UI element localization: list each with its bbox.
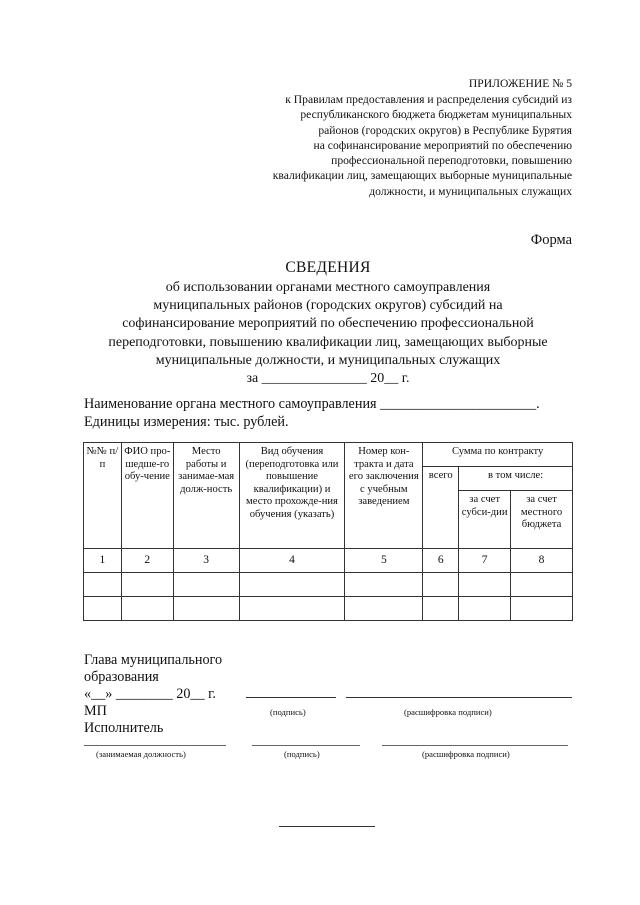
table-cell[interactable]	[239, 573, 345, 597]
head-decoding-label: (расшифровка подписи)	[404, 707, 492, 717]
header-training: Вид обучения (переподготовка или повышение квалификации) и место прохожде-ния обучения (указать)	[239, 443, 345, 549]
column-number: 7	[459, 549, 511, 573]
appendix-line: районов (городских округов) в Республике Бурятия	[318, 123, 572, 137]
stamp-label: МП	[84, 703, 107, 719]
form-label: Форма	[530, 232, 572, 248]
header-contract: Номер кон-тракта и дата его заключения с учебным заведением	[345, 443, 423, 549]
executor-decoding-line[interactable]	[382, 745, 568, 746]
subtitle-line: софинансирование мероприятий по обеспечению профессиональной	[122, 316, 534, 332]
header-num: №№ п/п	[84, 443, 122, 549]
subtitle-line: за _______________ 20__ г.	[246, 371, 410, 387]
table-cell[interactable]	[173, 597, 239, 621]
column-number: 3	[173, 549, 239, 573]
table-cell[interactable]	[173, 573, 239, 597]
table-cell[interactable]	[511, 573, 573, 597]
column-number: 1	[84, 549, 122, 573]
executor-decoding-label: (расшифровка подписи)	[422, 749, 510, 759]
appendix-line: профессиональной переподготовки, повышению	[331, 154, 572, 168]
appendix-line: к Правилам предоставления и распределения субсидий из	[285, 93, 572, 106]
table-row	[84, 597, 573, 621]
executor-position-label: (занимаемая должность)	[96, 749, 186, 759]
column-numbers-row	[84, 549, 573, 573]
document-title: СВЕДЕНИЯ	[285, 259, 371, 276]
subtitle-line: об использовании органами местного самоуправления	[165, 280, 491, 295]
executor-signature-line[interactable]	[252, 745, 360, 746]
subtitle-line: переподготовки, повышению квалификации лиц, замещающих выборные	[108, 334, 548, 350]
head-title-line1: Глава муниципального	[84, 652, 223, 668]
end-divider	[279, 826, 375, 827]
table-cell[interactable]	[511, 597, 573, 621]
table-cell[interactable]	[121, 573, 173, 597]
table-cell[interactable]	[345, 573, 423, 597]
appendix-line: квалификации лиц, замещающих выборные муниципальные	[272, 169, 572, 183]
head-signature-line[interactable]	[246, 697, 336, 698]
header-total: всего	[423, 467, 459, 549]
header-local-budget: за счет местного бюджета	[511, 491, 573, 549]
header-including: в том числе:	[459, 467, 573, 491]
appendix-title: ПРИЛОЖЕНИЕ № 5	[468, 77, 572, 90]
date-field: «__» ________ 20__ г.	[84, 686, 216, 702]
org-name-field: Наименование органа местного самоуправления ______________________.	[84, 396, 540, 412]
head-title-line2: образования	[84, 669, 159, 685]
head-decoding-line[interactable]	[346, 697, 572, 698]
units-label: Единицы измерения: тыс. рублей.	[84, 414, 289, 430]
org-info	[84, 395, 540, 431]
head-signature-label: (подпись)	[270, 707, 306, 717]
executor-label: Исполнитель	[84, 720, 164, 736]
header-fio: ФИО про-шедше-го обу-чение	[121, 443, 173, 549]
column-number: 5	[345, 549, 423, 573]
table-cell[interactable]	[345, 597, 423, 621]
subtitle-line: муниципальных районов (городских округов) субсидий на	[153, 298, 503, 314]
table-cell[interactable]	[121, 597, 173, 621]
table-cell[interactable]	[459, 597, 511, 621]
executor-signature-label: (подпись)	[284, 749, 320, 759]
appendix-line: должности, и муниципальных служащих	[369, 184, 572, 198]
table-cell[interactable]	[423, 597, 459, 621]
table-cell[interactable]	[84, 573, 122, 597]
header-subsidy: за счет субси-дии	[459, 491, 511, 549]
executor-position-line[interactable]	[84, 745, 226, 746]
table-cell[interactable]	[84, 597, 122, 621]
appendix-text	[273, 92, 572, 199]
table-cell[interactable]	[459, 573, 511, 597]
column-number: 2	[121, 549, 173, 573]
contracts-table	[83, 442, 573, 621]
header-sum: Сумма по контракту	[423, 443, 573, 467]
table-cell[interactable]	[423, 573, 459, 597]
document-subtitle	[0, 279, 640, 388]
table-cell[interactable]	[239, 597, 345, 621]
appendix-line: на софинансирование мероприятий по обеспечению	[313, 138, 572, 152]
table-row	[84, 573, 573, 597]
column-number: 4	[239, 549, 345, 573]
column-number: 6	[423, 549, 459, 573]
header-workplace: Место работы и занимае-мая долж-ность	[173, 443, 239, 549]
appendix-line: республиканского бюджета бюджетам муниципальных	[300, 108, 572, 122]
subtitle-line: муниципальные должности, и муниципальных служащих	[155, 352, 501, 368]
column-number: 8	[511, 549, 573, 573]
